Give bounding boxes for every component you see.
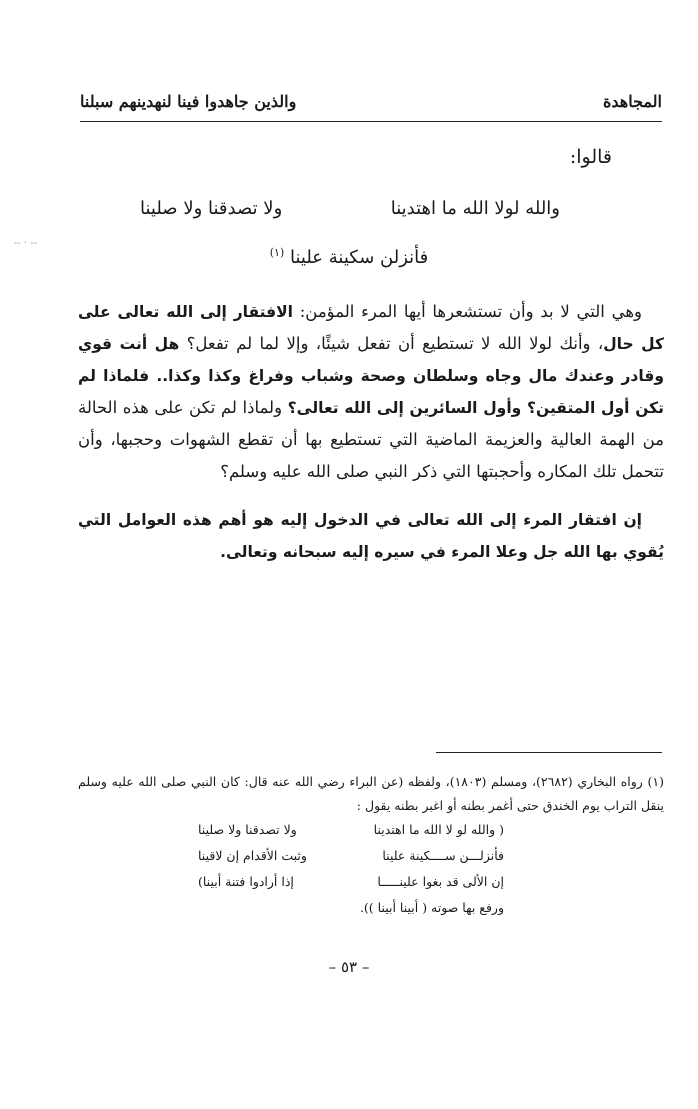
- footnote-hemistich-right: ( والله لو لا الله ما اهتدينا: [373, 822, 504, 837]
- paragraph-2-bold: إن افتقار المرء إلى الله تعالى في الدخول إليه هو أهم هذه العوامل التي يُقوي بها الله جل وعلا المرء في سيره إليه سبحانه وتعالى.: [78, 511, 664, 561]
- footnote-hemistich-left: وثبت الأقدام إن لاقينا: [198, 848, 307, 863]
- footnote-hemistich-left: إذا أرادوا فتنة أبينا): [198, 874, 294, 889]
- poem-line-1: [140, 198, 560, 228]
- footnote-poem: [78, 818, 664, 914]
- footnote-hemistich-left: ولا تصدقنا ولا صلينا: [198, 822, 297, 837]
- book-title: والذين جاهدوا فينا لنهدينهم سبلنا: [80, 92, 297, 111]
- paragraph-1-text-b: ، وأنك لولا الله لا تستطيع أن تفعل شيئًا، وإلا لما لم تفعل؟: [179, 334, 604, 353]
- footnote-divider: [436, 752, 662, 753]
- running-header: [80, 92, 662, 114]
- footnote-poem-row: [78, 818, 664, 842]
- paragraph-2: [78, 504, 664, 568]
- footnote-hemistich-right: فأنزلـــن ســــكينة علينا: [382, 848, 504, 863]
- poem-line-2-text: فأنزلن سكينة علينا: [290, 247, 429, 268]
- poem-line-2: [0, 246, 698, 268]
- paragraph-1-bold-a: الافتقار إلى الله تعالى على كل حال: [78, 303, 664, 353]
- footnote-poem-row: [78, 844, 664, 868]
- intro-text: قالوا:: [569, 146, 612, 168]
- chapter-title: المجاهدة: [603, 92, 662, 111]
- footnote-closing: ورفع بها صوته ( أبينا أبينا )).: [359, 900, 504, 915]
- header-divider: [80, 121, 662, 122]
- paragraph-1-text-a: وهي التي لا بد وأن تستشعرها أيها المرء المؤمن:: [292, 302, 642, 321]
- footnote: [78, 770, 664, 914]
- main-text: [78, 296, 664, 568]
- paragraph-1: [78, 296, 664, 488]
- paragraph-1-text-c: ولماذا لم تكن على هذه الحالة من الهمة العالية والعزيمة الماضية التي تستطيع بها أن تقطع الشهوات وحجبها، وأن تتحمل تلك المكاره وأحجبتها التي ذكر النبي صلى الله عليه وسلم؟: [78, 398, 664, 481]
- footnote-reference[interactable]: (١): [269, 246, 285, 259]
- margin-mark: -- · --: [14, 238, 38, 249]
- page-number: – ٥٣ –: [328, 958, 370, 976]
- poem-hemistich-right: والله لولا الله ما اهتدينا: [390, 198, 560, 219]
- footnote-intro: (١) رواه البخاري (٢٦٨٢)، ومسلم (١٨٠٣)، ولفظه (عن البراء رضي الله عنه قال: كان النبي صلى الله عليه وسلم ينقل التراب يوم الخندق حتى أغمر بطنه أو اغبر بطنه يقول :: [78, 774, 664, 813]
- footnote-poem-row: [78, 870, 664, 894]
- poem-hemistich-left: ولا تصدقنا ولا صلينا: [140, 198, 283, 219]
- footnote-hemistich-right: إن الألى قد بغوا علينـــــا: [377, 874, 504, 889]
- paragraph-1-bold-b: هل أنت قوي وقادر وعندك مال وجاه وسلطان وصحة وشباب وفراغ وكذا وكذا.. فلماذا لم تكن أول المتقين؟ وأول السائرين إلى الله تعالى؟: [78, 335, 665, 417]
- footnote-closing-row: [78, 896, 664, 920]
